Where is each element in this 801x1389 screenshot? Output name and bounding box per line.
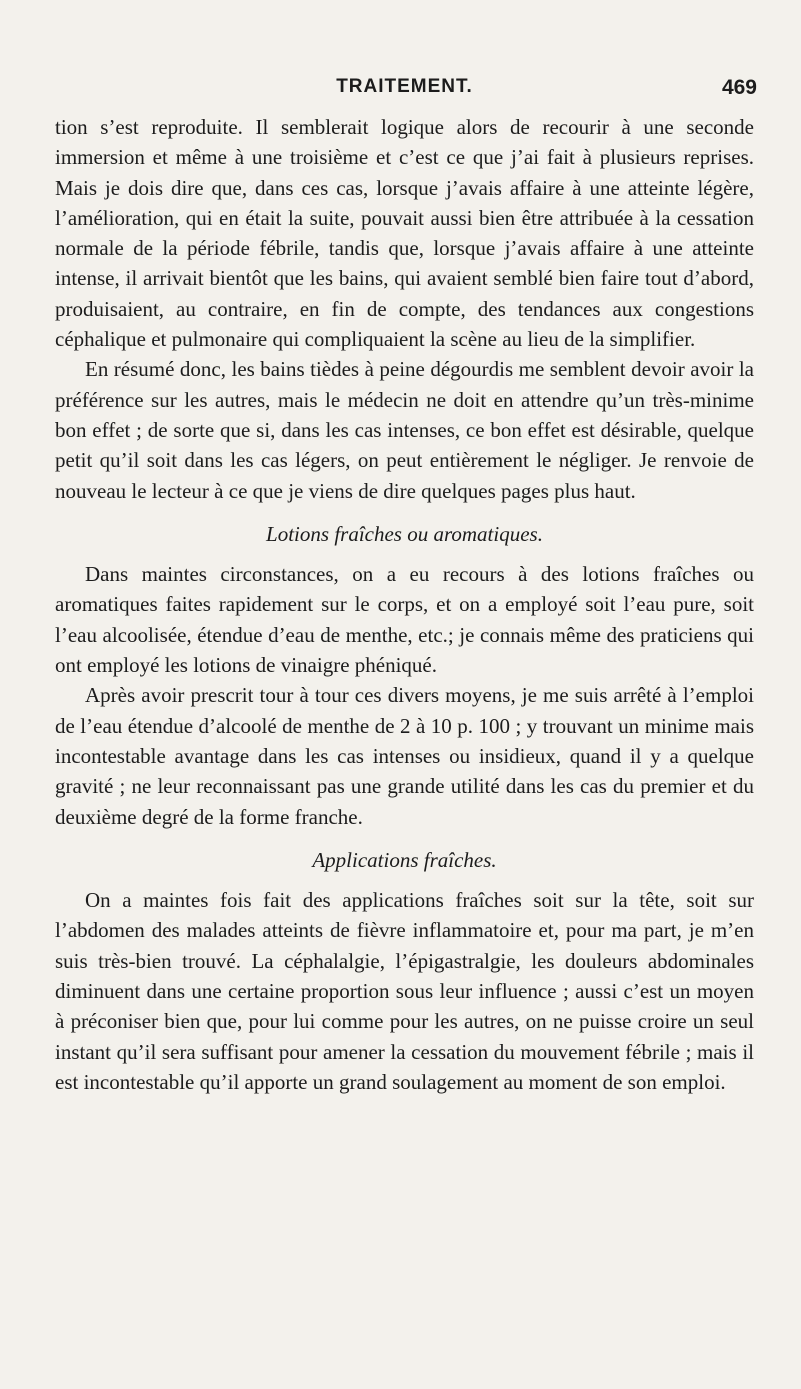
paragraph-summary: En résumé donc, les bains tièdes à peine dégourdis me semblent devoir avoir la préférence sur les autres, mais le médecin ne doit en attendre qu’un très-minime bon effet ; de sorte que si, dans les cas intenses, ce bon effet est désirable, quelque petit qu’il soit dans les cas légers, on peut entièrement le négliger. Je renvoie de nouveau le lecteur à ce que je viens de dire quelques pages plus haut. [55,357,754,503]
paragraph-alcoole: Après avoir prescrit tour à tour ces divers moyens, je me suis arrêté à l’emploi de l’eau étendue d’alcoolé de menthe de 2 à 10 p. 100 ; y trouvant un minime mais incontestable avantage dans les cas intenses ou insidieux, quand il y a quelque gravité ; ne leur reconnaissant pas une grande utilité dans les cas du premier et du deuxième degré de la forme franche. [55,683,754,829]
running-title: TRAITEMENT. [336,76,473,97]
page-number: 469 [721,76,757,99]
paragraph-lotions: Dans maintes circonstances, on a eu recours à des lotions fraîches ou aromatiques faites rapidement sur le corps, et on a employé soit l’eau pure, soit l’eau alcoolisée, étendue d’eau de menthe, etc.; je connais même des praticiens qui ont employé les lotions de vinaigre phéniqué. [55,562,754,678]
page-header [52,76,757,100]
body-text [55,112,754,1097]
paragraph-applications: On a maintes fois fait des applications fraîches soit sur la tête, soit sur l’abdomen des malades atteints de fièvre inflammatoire et, pour ma part, je m’en suis très-bien trouvé. La céphalalgie, l’épigastralgie, les douleurs abdominales diminuent dans une certaine proportion sous leur influence ; aussi c’est un moyen à préconiser bien que, pour lui comme pour les autres, on ne puisse croire un seul instant qu’il sera suffisant pour amener la cessation du mouvement fébrile ; mais il est incontestable qu’il apporte un grand soulagement au moment de son emploi. [55,888,754,1094]
paragraph-continued: tion s’est reproduite. Il semblerait logique alors de recourir à une seconde immersion et même à une troisième et c’est ce que j’ai fait à plusieurs reprises. Mais je dois dire que, dans ces cas, lorsque j’avais affaire à une atteinte légère, l’amélioration, qui en était la suite, pouvait aussi bien être attribuée à la cessation normale de la période fébrile, tandis que, lorsque j’avais affaire à une atteinte intense, il arrivait bientôt que les bains, qui avaient semblé bien faire tout d’abord, produisaient, au contraire, en fin de compte, des tendances aux congestions céphalique et pulmonaire qui compliquaient la scène au lieu de la simplifier. [55,115,754,352]
section-heading-lotions: Lotions fraîches ou aromatiques. [266,521,543,546]
section-heading-applications: Applications fraîches. [312,847,497,872]
